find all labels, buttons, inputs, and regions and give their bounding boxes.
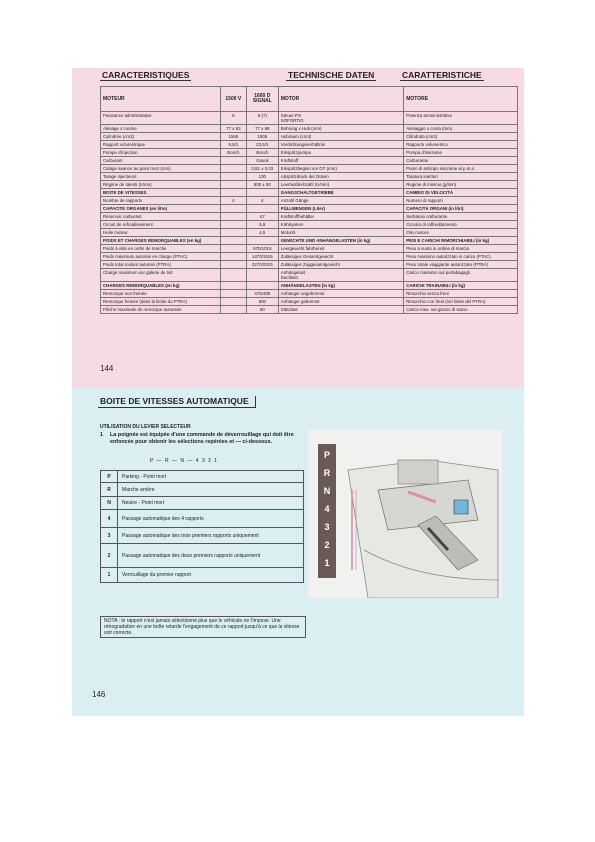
spec-row — [101, 306, 518, 314]
spec-cell-fr: Poids total roulant autorisé (PTRA) — [101, 261, 221, 269]
position-label: Passage automatique des deux premiers rapports uniquement — [118, 544, 304, 568]
spec-cell-m2: 4,5 — [246, 229, 278, 237]
position-row — [101, 497, 304, 510]
position-key: R — [101, 483, 118, 497]
position-key: 1 — [101, 568, 118, 583]
spec-cell-m2: 4 — [246, 197, 278, 205]
lever-label: 3 — [324, 522, 330, 532]
spec-cell-fr: Huile moteur — [101, 229, 221, 237]
col-header-m1: 1500 V — [220, 87, 246, 112]
spec-cell-m2: 1905 — [246, 133, 278, 141]
spec-cell-de: Stützlast — [278, 306, 403, 314]
spec-cell-fr: Cylindrée (cm3) — [101, 133, 221, 141]
spec-cell-fr: Flèche maximale de remorque autorisée — [101, 306, 221, 314]
spec-cell-m1 — [220, 290, 246, 298]
spec-cell-de: Anhängelast Dachlast — [278, 269, 403, 282]
spec-cell-m1 — [220, 173, 246, 181]
spec-cell-it: Pompa d'iniezione — [404, 149, 518, 157]
spec-cell-m1 — [220, 221, 246, 229]
spec-cell-it: Rimorchio con freni (nel limite del PTRA) — [404, 298, 518, 306]
spec-cell-it: Olio motore — [404, 229, 518, 237]
spec-cell-fr: POIDS ET CHARGES REMORQUABLES (en kg) — [101, 237, 221, 245]
spec-cell-fr: Circuit de refroidissement — [101, 221, 221, 229]
spec-cell-de: Einspritzpumpe — [278, 149, 403, 157]
spec-cell-it: Carico massimo sul portabagagli — [404, 269, 518, 282]
spec-cell-m1: 4 — [220, 197, 246, 205]
spec-cell-m1 — [220, 253, 246, 261]
spec-cell-m1 — [220, 261, 246, 269]
spec-row — [101, 173, 518, 181]
position-row — [101, 510, 304, 528]
spec-cell-m2: Bosch — [246, 149, 278, 157]
spec-cell-de: Einspritzbeginn vor OT (mm) — [278, 165, 403, 173]
spec-cell-it: Carburante — [404, 157, 518, 165]
spec-cell-it: Cilindrata (cm3) — [404, 133, 518, 141]
gear-indicator-strip — [318, 444, 336, 578]
spec-cell-fr: Charge maximum sur galerie de toit — [101, 269, 221, 282]
position-key: N — [101, 497, 118, 510]
spec-cell-m1: 5 — [220, 112, 246, 125]
spec-cell-m2: 50 — [246, 306, 278, 314]
spec-row — [101, 149, 518, 157]
lever-label: N — [323, 486, 331, 496]
note-box: NOTA : le rapport n'est jamais sélectionné plus que le véhicule ne l'impose. Une rétrogradation en une boîte retarde l'engagement de ce rapport jusqu'à ce que la vitesse soit correcte. — [100, 616, 306, 638]
spec-cell-fr: Carburant — [101, 157, 221, 165]
spec-cell-it: Serbatoio carburante — [404, 213, 518, 221]
spec-cell-m2: 800 — [246, 298, 278, 306]
spec-row — [101, 165, 518, 173]
spec-cell-fr: BOITE DE VITESSES — [101, 189, 221, 197]
spec-cell-m2: 47 — [246, 213, 278, 221]
spec-cell-m2: 0,81 ± 0,03 — [246, 165, 278, 173]
spec-cell-it: Rapporto volumetrico — [404, 141, 518, 149]
spec-cell-m2 — [246, 237, 278, 245]
intro-text: La poignée est équipée d'une commande de déverrouillage qui doit être enfoncée pour obtenir les sélections repérées et — ci-dessous. — [110, 432, 294, 445]
spec-cell-m2: 1470/1515 — [246, 253, 278, 261]
position-label: Neutre - Point mort — [118, 497, 304, 510]
spec-cell-it: Potenza amministrativa — [404, 112, 518, 125]
position-key: 2 — [101, 544, 118, 568]
col-header-fr: MOTEUR — [101, 87, 221, 112]
spec-cell-m1 — [220, 229, 246, 237]
position-label: Parking - Point mort — [118, 471, 304, 483]
spec-cell-it: Numero di rapporti — [404, 197, 518, 205]
spec-cell-m1 — [220, 205, 246, 213]
spec-cell-m1 — [220, 181, 246, 189]
spec-cell-m2: 475/485 — [246, 290, 278, 298]
spec-cell-fr: Réservoir carburant — [101, 213, 221, 221]
intro-paragraph — [100, 432, 300, 446]
spec-cell-de: Zulässiges Zuggesamtgewicht — [278, 261, 403, 269]
page-number: 144 — [100, 364, 114, 373]
spec-cell-m2: Gasoil — [246, 157, 278, 165]
spec-row — [101, 133, 518, 141]
spec-cell-it: PESI E CARICHI RIMORCHIABILI (in kg) — [404, 237, 518, 245]
spec-row — [101, 141, 518, 149]
spec-cell-fr: Rapport volumétrique — [101, 141, 221, 149]
spec-cell-de: Motoröl — [278, 229, 403, 237]
spec-row — [101, 253, 518, 261]
spec-cell-fr: Pompe d'injection — [101, 149, 221, 157]
spec-cell-m1 — [220, 165, 246, 173]
spec-cell-it: Alesaggio x corsa (mm) — [404, 125, 518, 133]
spec-row — [101, 245, 518, 253]
spec-table — [100, 86, 518, 314]
spec-section-row — [101, 205, 518, 213]
spec-cell-fr: Puissance administrative — [101, 112, 221, 125]
lever-label: 1 — [324, 558, 330, 568]
spec-row — [101, 213, 518, 221]
spec-row — [101, 298, 518, 306]
spec-row — [101, 290, 518, 298]
spec-cell-de: GEWICHTE UND ANHÄNGELASTEN (in kg) — [278, 237, 403, 245]
spec-row — [101, 229, 518, 237]
spec-cell-de: Bohrung x Hub (mm) — [278, 125, 403, 133]
position-label: Passage automatique des trois premiers rapports uniquement — [118, 528, 304, 544]
spec-cell-de: Hubraum (cm3) — [278, 133, 403, 141]
spec-cell-fr: Calage avance au point mort (mm) — [101, 165, 221, 173]
page-144 — [72, 68, 524, 388]
spec-cell-m2: 77 x 88 — [246, 125, 278, 133]
spec-cell-m2 — [246, 282, 278, 290]
spec-header-row — [101, 87, 518, 112]
spec-row — [101, 221, 518, 229]
spec-cell-it: Taratura iniettori — [404, 173, 518, 181]
spec-cell-de: Anhänger ungebremst — [278, 290, 403, 298]
spec-cell-fr: Tarage injecteurs — [101, 173, 221, 181]
spec-cell-m2 — [246, 189, 278, 197]
spec-cell-it: Regime di minimo (g/min) — [404, 181, 518, 189]
spec-row — [101, 112, 518, 125]
spec-cell-m1 — [220, 298, 246, 306]
page-146 — [72, 388, 524, 716]
spec-cell-it: Circuito di raffreddamento — [404, 221, 518, 229]
spec-section-row — [101, 237, 518, 245]
position-key: 4 — [101, 510, 118, 528]
col-header-m2: 1600 D SIGNAL — [246, 87, 278, 112]
spec-cell-it: Peso totale viaggiante autorizzato (PTRA) — [404, 261, 518, 269]
position-row — [101, 544, 304, 568]
spec-cell-m2: 970/1015 — [246, 245, 278, 253]
spec-cell-fr: CAPACITE ORGANES (en litre) — [101, 205, 221, 213]
position-label: Verrouillage du premier rapport — [118, 568, 304, 583]
spec-cell-m1 — [220, 213, 246, 221]
console-illustration — [308, 430, 502, 598]
spec-section-row — [101, 189, 518, 197]
spec-cell-it: Peso a vuoto in ordine di marcia — [404, 245, 518, 253]
spec-row — [101, 157, 518, 165]
spec-cell-de: Abspritzdruck der Düsen — [278, 173, 403, 181]
spec-cell-m2: 23,5/1 — [246, 141, 278, 149]
spec-cell-m2: 5 (7) — [246, 112, 278, 125]
spec-cell-m1 — [220, 189, 246, 197]
position-row — [101, 568, 304, 583]
spec-cell-m2: 2270/2315 — [246, 261, 278, 269]
spec-row — [101, 181, 518, 189]
spec-row — [101, 197, 518, 205]
position-key: P — [101, 471, 118, 483]
spec-cell-m2 — [246, 269, 278, 282]
position-row — [101, 483, 304, 497]
spec-cell-de: Kraftstoff — [278, 157, 403, 165]
heading-caracteristiques: CARACTERISTIQUES — [102, 70, 190, 80]
spec-cell-fr: Nombre de rapports — [101, 197, 221, 205]
position-label: Passage automatique des 4 rapports — [118, 510, 304, 528]
spec-cell-de: FÜLLMENGEN (Liter) — [278, 205, 403, 213]
spec-cell-m1 — [220, 306, 246, 314]
spec-cell-de: Kühlsystem — [278, 221, 403, 229]
position-key: 3 — [101, 528, 118, 544]
spec-cell-de: Verdichtungsverhältnis — [278, 141, 403, 149]
spec-cell-fr: CHARGES REMORQUABLES (en kg) — [101, 282, 221, 290]
spec-cell-m1 — [220, 157, 246, 165]
gear-lever-photo — [308, 430, 502, 598]
col-header-de: MOTOR — [278, 87, 403, 112]
spec-cell-m1: 9,5/1 — [220, 141, 246, 149]
spec-cell-m2: 800 ± 50 — [246, 181, 278, 189]
position-row — [101, 528, 304, 544]
spec-cell-it: CARICHI TRAINABILI (in kg) — [404, 282, 518, 290]
lever-label: 4 — [324, 504, 330, 514]
spec-cell-de: Anhänger gebremst — [278, 298, 403, 306]
spec-cell-de: Leerlaufdrehzahl (U/min) — [278, 181, 403, 189]
spec-cell-it: Peso massimo autorizzato in carico (PTAC) — [404, 253, 518, 261]
spec-cell-it: Rimorchio senza freni — [404, 290, 518, 298]
spec-cell-fr: Poids à vide en ordre de marche — [101, 245, 221, 253]
spec-cell-m2: 5,9 — [246, 221, 278, 229]
spec-cell-m1: Bosch — [220, 149, 246, 157]
spec-cell-it: CAMBIO DI VELOCITÀ — [404, 189, 518, 197]
spec-cell-m1 — [220, 245, 246, 253]
spec-row — [101, 125, 518, 133]
spec-cell-it: Punto di anticipo iniezione al p.m.s. — [404, 165, 518, 173]
spec-cell-de: Kraftstoffbehälter — [278, 213, 403, 221]
positions-table — [100, 470, 304, 583]
spec-cell-de: Anzahl Gänge — [278, 197, 403, 205]
spec-cell-de: Steuer-PS SOFORTIG — [278, 112, 403, 125]
heading-technische-daten: TECHNISCHE DATEN — [288, 70, 375, 80]
spec-row — [101, 261, 518, 269]
position-label: Marche arrière — [118, 483, 304, 497]
lever-label: 2 — [324, 540, 330, 550]
spec-cell-m1: 77 x 83 — [220, 125, 246, 133]
spec-cell-it: CAPACITÀ ORGANI (in litri) — [404, 205, 518, 213]
spec-cell-m2: 130 — [246, 173, 278, 181]
spec-cell-m2 — [246, 205, 278, 213]
spec-cell-fr: Régime de ralenti (tr/mn) — [101, 181, 221, 189]
position-row — [101, 471, 304, 483]
spec-cell-m1 — [220, 269, 246, 282]
spec-cell-de: GANGSCHALTGETRIEBE — [278, 189, 403, 197]
section-headings — [100, 70, 520, 83]
spec-cell-de: Leergewicht fahrbereit — [278, 245, 403, 253]
page-number: 146 — [92, 690, 106, 699]
lever-label: R — [323, 468, 331, 478]
page-title: BOITE DE VITESSES AUTOMATIQUE — [98, 396, 256, 408]
heading-caratteristiche: CARATTERISTICHE — [402, 70, 482, 80]
spec-cell-m1 — [220, 237, 246, 245]
spec-cell-de: ANHÄNGELASTEN (in kg) — [278, 282, 403, 290]
spec-cell-it: Carico max. sul gancio di traino — [404, 306, 518, 314]
lever-label: P — [323, 450, 330, 460]
spec-cell-de: Zulässiges Gesamtgewicht — [278, 253, 403, 261]
intro-number: 1 — [100, 432, 103, 438]
selector-scale: P — R — N — 4 3 2 1 — [150, 458, 219, 464]
spec-cell-fr: Poids maximum autorisé en charge (PTAC) — [101, 253, 221, 261]
spec-row — [101, 269, 518, 282]
spec-cell-fr: Alésage x course — [101, 125, 221, 133]
col-header-it: MOTORE — [404, 87, 518, 112]
section-subtitle: UTILISATION DU LEVIER SELECTEUR — [100, 424, 191, 430]
spec-cell-m1: 1565 — [220, 133, 246, 141]
spec-cell-fr: Remorque freinée (dans la limite du PTRA) — [101, 298, 221, 306]
spec-cell-fr: Remorque non freinée — [101, 290, 221, 298]
spec-cell-m1 — [220, 282, 246, 290]
spec-section-row — [101, 282, 518, 290]
